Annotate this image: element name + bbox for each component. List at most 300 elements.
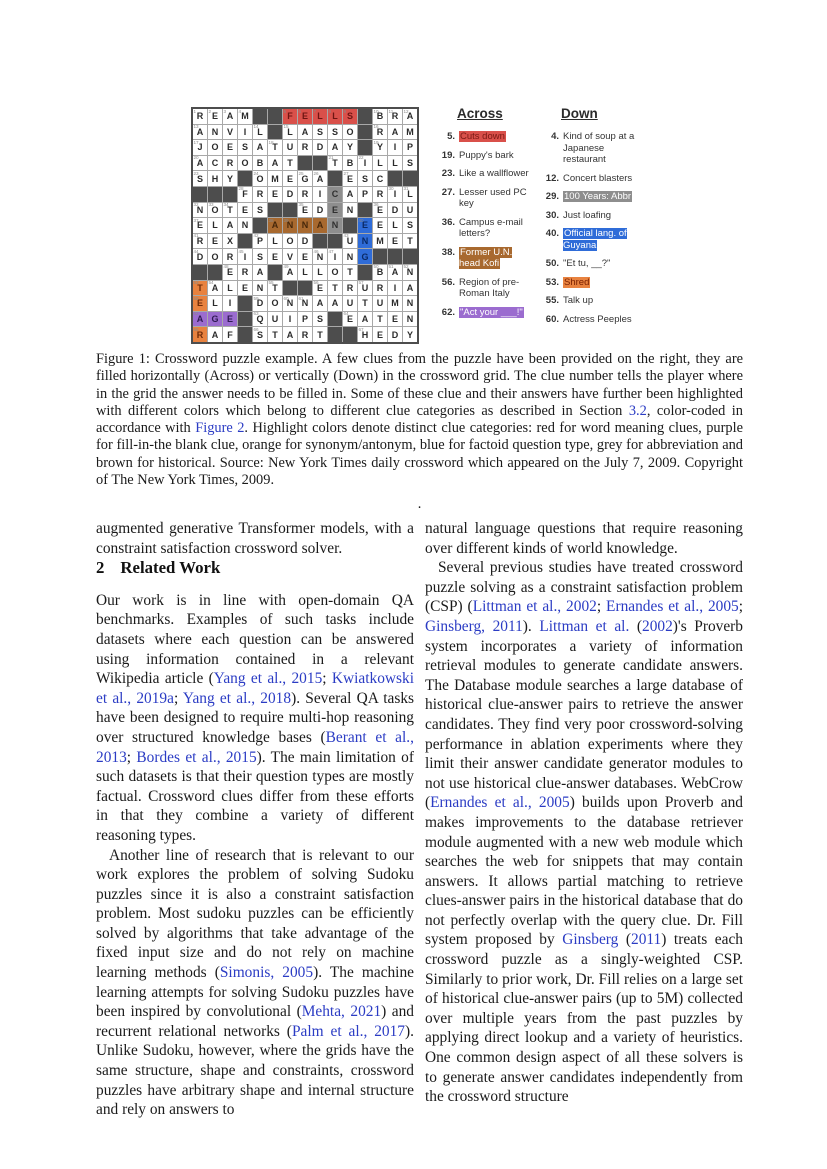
citation-link[interactable]: Palm et al., 2017 — [291, 1022, 406, 1040]
letter-cell: N — [328, 218, 342, 233]
cell-number: 24 — [253, 170, 259, 176]
cell-number: 61 — [298, 295, 304, 301]
cell-number: 42 — [253, 233, 259, 239]
letter-cell: 7 L — [313, 109, 327, 124]
letter-cell: A — [253, 140, 267, 155]
cell-number: 31 — [403, 186, 409, 192]
cell-number: 12 — [403, 108, 409, 114]
letter-cell: T — [403, 234, 417, 249]
cell-number: 55 — [268, 280, 274, 286]
black-cell — [373, 249, 387, 264]
cell-number: 45 — [238, 248, 244, 254]
citation-link[interactable]: Berant et al., 2013 — [96, 728, 414, 766]
citation-link[interactable]: Littman et al. — [539, 617, 630, 635]
letter-cell: E — [298, 249, 312, 264]
citation-link[interactable]: Ernandes et al., 2005 — [430, 794, 570, 812]
letter-cell: E — [238, 281, 252, 296]
letter-cell: O — [283, 234, 297, 249]
letter-cell: I — [238, 125, 252, 140]
black-cell — [358, 125, 372, 140]
citation-link[interactable]: Figure 2 — [195, 420, 245, 437]
text-run: ). Several QA tasks have been designed to require multi-hop reasoning over structured knowledge bases ( — [96, 689, 415, 746]
clue-text: Concert blasters — [563, 172, 633, 184]
cell-number: 60 — [283, 295, 289, 301]
letter-cell: 37 E — [193, 218, 207, 233]
letter-cell: M — [373, 234, 387, 249]
letter-cell: A — [328, 140, 342, 155]
letter-cell: R — [298, 140, 312, 155]
cell-number: 56 — [313, 280, 319, 286]
cell-number: 19 — [373, 139, 379, 145]
cell-number: 6 — [298, 108, 302, 114]
letter-cell: 64 E — [343, 312, 357, 327]
letter-cell: Y — [403, 327, 417, 342]
letter-cell: L — [388, 156, 402, 171]
letter-cell: X — [223, 234, 237, 249]
citation-link[interactable]: Yang et al., 2018 — [182, 689, 292, 707]
cell-number: 8 — [328, 108, 332, 114]
letter-cell: 53 T — [193, 281, 207, 296]
black-cell — [298, 281, 312, 296]
figure-caption — [96, 351, 743, 489]
clue-item — [437, 217, 533, 240]
letter-cell: 21 T — [328, 156, 342, 171]
letter-cell: A — [313, 218, 327, 233]
cell-number: 59 — [253, 295, 259, 301]
letter-cell: S — [253, 249, 267, 264]
letter-cell: T — [358, 296, 372, 311]
cell-number: 50 — [373, 264, 379, 270]
letter-cell: I — [388, 281, 402, 296]
black-cell — [208, 265, 222, 280]
letter-cell: N — [403, 296, 417, 311]
letter-cell: 30 I — [388, 187, 402, 202]
letter-cell: N — [238, 218, 252, 233]
letter-cell: S — [253, 203, 267, 218]
letter-cell: E — [283, 171, 297, 186]
letter-cell: A — [313, 296, 327, 311]
cell-number: 66 — [253, 326, 259, 332]
citation-link[interactable]: 2002 — [642, 617, 673, 635]
black-cell — [328, 327, 342, 342]
down-clue-list — [541, 131, 645, 325]
text-run: Figure 1: Crossword puzzle example. A few clues from the puzzle have been provided on the right, they are filled horizontally (Across) or vertically (Down) in the crossword grid. The clue number tells the player where in the grid the answer needs to be filled in. Some of these clue and their answers have further been highlighted with different colors which belong to different clue categories as described in Section — [96, 351, 743, 419]
letter-cell: 11 R — [388, 109, 402, 124]
letter-cell: L — [208, 296, 222, 311]
letter-cell: 3 A — [223, 109, 237, 124]
text-run: ) builds upon Proverb and makes improvements to the database retriever module augmented with a new web module which searches the web for snippets that may contain answers. It allows partial matching to retrieve clues-answer pairs in the historical database that do not perfectly overlap with the query clue. Dr. Fill system proposed by — [425, 794, 743, 949]
letter-cell: 18 T — [268, 140, 282, 155]
cell-number: 28 — [238, 186, 244, 192]
clue-text: Region of pre-Roman Italy — [459, 276, 520, 299]
letter-cell: 10 B — [373, 109, 387, 124]
black-cell — [358, 140, 372, 155]
cell-number: 62 — [193, 311, 199, 317]
clue-text — [563, 228, 645, 251]
black-cell — [358, 109, 372, 124]
citation-link[interactable]: Ginsberg, 2011 — [425, 617, 523, 635]
letter-cell: R — [253, 187, 267, 202]
letter-cell: 60 N — [283, 296, 297, 311]
letter-cell: 51 A — [388, 265, 402, 280]
black-cell — [238, 327, 252, 342]
letter-cell: 62 A — [193, 312, 207, 327]
letter-cell: E — [238, 203, 252, 218]
left-column — [96, 519, 414, 1120]
across-heading: Across — [457, 106, 503, 121]
cell-number: 20 — [193, 155, 199, 161]
text-run: )'s Proverb system incorporates a variety of information retrieval modules to generate candidate answers. The Database module searches a large database of historical clue-answer pairs to retrieve the answer candidates. They find very poor crossword-solving performance in ablation experiments where they limit their answer candidate generator modules to not use historical clue-answer databases. WebCrow ( — [425, 617, 743, 812]
section-title: Related Work — [120, 558, 221, 578]
section-heading — [96, 558, 414, 578]
letter-cell: A — [388, 125, 402, 140]
citation-link[interactable]: Littman et al., 2002 — [472, 598, 597, 616]
highlighted-clue: Former U.N. head Kofi — [459, 246, 513, 269]
clue-text: Kind of soup at a Japanese restaurant — [563, 131, 635, 165]
clue-number: 19. — [441, 149, 455, 161]
letter-cell: S — [403, 218, 417, 233]
clue-number: 60. — [545, 313, 559, 325]
black-cell — [358, 203, 372, 218]
cell-number: 58 — [193, 295, 199, 301]
letter-cell: 54 A — [208, 281, 222, 296]
letter-cell: 12 A — [403, 109, 417, 124]
highlighted-clue: "Act your ___!" — [460, 306, 523, 318]
clue-text: Just loafing — [563, 209, 612, 221]
text-run: ( — [629, 617, 643, 635]
clue-item — [541, 277, 645, 289]
letter-cell: A — [268, 156, 282, 171]
letter-cell: V — [223, 125, 237, 140]
black-cell — [403, 171, 417, 186]
letter-cell: D — [283, 187, 297, 202]
letter-cell: S — [313, 125, 327, 140]
cell-number: 1 — [193, 108, 197, 114]
stray-period: . — [417, 496, 422, 512]
clue-item — [541, 258, 645, 270]
clue-item — [437, 307, 533, 319]
letter-cell: N — [253, 281, 267, 296]
paragraph — [425, 519, 743, 558]
letter-cell: A — [343, 187, 357, 202]
clue-item — [541, 131, 645, 166]
letter-cell: T — [268, 327, 282, 342]
black-cell — [253, 109, 267, 124]
clue-item — [541, 191, 645, 203]
black-cell — [238, 171, 252, 186]
letter-cell: 57 U — [358, 281, 372, 296]
text-run: ; — [322, 670, 332, 688]
cell-number: 17 — [193, 139, 199, 145]
clue-text: Puppy's bark — [459, 149, 514, 161]
cell-number: 29 — [328, 186, 334, 192]
cell-number: 43 — [343, 233, 349, 239]
letter-cell: 19 Y — [373, 140, 387, 155]
clue-number: 53. — [545, 276, 559, 288]
letter-cell: 4 M — [238, 109, 252, 124]
letter-cell: E — [268, 187, 282, 202]
letter-cell: T — [373, 312, 387, 327]
highlighted-clue: 100 Years: Abbr — [564, 191, 632, 202]
black-cell — [268, 203, 282, 218]
clue-item — [541, 228, 645, 251]
black-cell — [283, 281, 297, 296]
cell-number: 52 — [403, 264, 409, 270]
cell-number: 10 — [373, 108, 379, 114]
clue-text: Actress Peeples — [563, 313, 632, 325]
letter-cell: 59 D — [253, 296, 267, 311]
citation-link[interactable]: Ernandes et al., 2005 — [606, 598, 739, 616]
letter-cell: P — [403, 140, 417, 155]
letter-cell: 8 L — [328, 109, 342, 124]
cell-number: 36 — [373, 202, 379, 208]
clue-number: 62. — [441, 306, 455, 318]
black-cell — [388, 249, 402, 264]
cell-number: 23 — [193, 170, 199, 176]
cell-number: 11 — [388, 108, 394, 114]
letter-cell: H — [208, 171, 222, 186]
letter-cell: 13 A — [193, 125, 207, 140]
cell-number: 15 — [283, 124, 289, 130]
citation-link[interactable]: Bordes et al., 2015 — [136, 748, 257, 766]
cell-number: 63 — [253, 311, 259, 317]
letter-cell: D — [313, 203, 327, 218]
cell-number: 30 — [388, 186, 394, 192]
letter-cell: Y — [223, 171, 237, 186]
letter-cell: R — [223, 249, 237, 264]
letter-cell: 43 U — [343, 234, 357, 249]
letter-cell: D — [313, 140, 327, 155]
across-clue-list — [437, 131, 533, 318]
letter-cell: U — [283, 140, 297, 155]
clue-text — [459, 307, 524, 319]
letter-cell: 17 J — [193, 140, 207, 155]
cell-number: 33 — [208, 202, 214, 208]
letter-cell: A — [403, 281, 417, 296]
cell-number: 53 — [193, 280, 199, 286]
text-run: natural language questions that require reasoning over different kinds of world knowledge. — [425, 520, 743, 557]
letter-cell: 34 T — [223, 203, 237, 218]
clue-number: 38. — [441, 246, 455, 258]
clue-item — [437, 131, 533, 143]
citation-link[interactable]: Simonis, 2005 — [219, 964, 314, 982]
black-cell — [208, 187, 222, 202]
black-cell — [268, 125, 282, 140]
text-run: ). — [522, 617, 540, 635]
letter-cell: 26 A — [313, 171, 327, 186]
letter-cell: 52 N — [403, 265, 417, 280]
letter-cell: B — [253, 156, 267, 171]
cell-number: 26 — [313, 170, 319, 176]
letter-cell: 23 S — [193, 171, 207, 186]
letter-cell: 46 N — [313, 249, 327, 264]
clue-item — [437, 277, 533, 300]
letter-cell: 25 G — [298, 171, 312, 186]
clue-number: 12. — [545, 172, 559, 184]
text-run: ). The machine learning attempts for solving Sudoku puzzles have been inspired by convolutional ( — [96, 964, 414, 1021]
citation-link[interactable]: Ginsberg — [562, 931, 619, 949]
clue-number: 56. — [441, 276, 455, 288]
letter-cell: T — [283, 156, 297, 171]
letter-cell: 36 E — [373, 203, 387, 218]
cell-number: 4 — [238, 108, 242, 114]
clue-number: 4. — [551, 131, 559, 142]
black-cell — [328, 312, 342, 327]
clue-number: 55. — [545, 295, 559, 306]
letter-cell: S — [238, 140, 252, 155]
clue-number: 50. — [545, 258, 559, 269]
letter-cell: 2 E — [208, 109, 222, 124]
black-cell — [238, 296, 252, 311]
letter-cell: 61 N — [298, 296, 312, 311]
letter-cell: V — [283, 249, 297, 264]
clue-panel — [437, 106, 645, 332]
letter-cell: A — [223, 218, 237, 233]
letter-cell: L — [223, 281, 237, 296]
clue-item — [541, 295, 645, 307]
citation-link[interactable]: 2011 — [631, 931, 662, 949]
citation-link[interactable]: Yang et al., 2015 — [213, 670, 323, 688]
letter-cell: U — [373, 296, 387, 311]
letter-cell: E — [388, 234, 402, 249]
letter-cell: 15 L — [283, 125, 297, 140]
clue-number: 5. — [447, 131, 455, 142]
letter-cell: 66 S — [253, 327, 267, 342]
letter-cell: R — [373, 187, 387, 202]
letter-cell: D — [388, 203, 402, 218]
letter-cell: U — [403, 203, 417, 218]
text-run: ( — [618, 931, 632, 949]
letter-cell: A — [358, 312, 372, 327]
text-run: ; — [173, 689, 183, 707]
crossword-grid — [191, 107, 419, 344]
letter-cell: O — [328, 265, 342, 280]
cell-number: 49 — [283, 264, 289, 270]
letter-cell: 14 L — [253, 125, 267, 140]
black-cell — [328, 171, 342, 186]
letter-cell: O — [238, 156, 252, 171]
citation-link[interactable]: Kwiatkowski et al., 2019a — [96, 670, 414, 707]
clue-text — [459, 131, 506, 143]
cell-number: 57 — [358, 280, 364, 286]
highlighted-clue: Cuts down — [460, 131, 505, 142]
letter-cell: 27 E — [343, 171, 357, 186]
clue-item — [541, 314, 645, 326]
letter-cell: 55 T — [268, 281, 282, 296]
black-cell — [328, 234, 342, 249]
clue-text — [563, 277, 590, 289]
letter-cell: 28 F — [238, 187, 252, 202]
cell-number: 16 — [373, 124, 379, 130]
black-cell — [223, 187, 237, 202]
letter-cell: 6 E — [298, 109, 312, 124]
letter-cell: 58 E — [193, 296, 207, 311]
text-run: Several previous studies have treated crossword puzzle solving as a constraint satisfaction problem (CSP) ( — [425, 559, 743, 616]
citation-link[interactable]: Mehta, 2021 — [301, 1003, 382, 1021]
black-cell — [403, 249, 417, 264]
letter-cell: S — [328, 125, 342, 140]
letter-cell: L — [313, 265, 327, 280]
paragraph — [96, 591, 414, 846]
letter-cell: E — [373, 327, 387, 342]
clue-text: Talk up — [563, 295, 594, 306]
section-number: 2 — [96, 558, 105, 578]
letter-cell: 29 C — [328, 187, 342, 202]
cell-number: 38 — [268, 217, 274, 223]
letter-cell: 22 I — [358, 156, 372, 171]
letter-cell: U — [343, 296, 357, 311]
cell-number: 25 — [298, 170, 304, 176]
letter-cell: O — [208, 249, 222, 264]
letter-cell: 67 H — [358, 327, 372, 342]
clue-number: 40. — [545, 228, 559, 239]
clue-text: Campus e-mail letters? — [459, 216, 523, 239]
letter-cell: T — [328, 281, 342, 296]
black-cell — [268, 265, 282, 280]
text-run: ). Unlike Sudoku, however, where the grids have the same structure, shape and constraints, crossword puzzles have arbitrary shape and internal structure and rely on answers to — [96, 1022, 414, 1119]
letter-cell: F — [223, 327, 237, 342]
letter-cell: M — [403, 125, 417, 140]
letter-cell: A — [253, 265, 267, 280]
letter-cell: S — [358, 171, 372, 186]
letter-cell: R — [223, 156, 237, 171]
cell-number: 54 — [208, 280, 214, 286]
highlighted-clue: Shred — [564, 276, 590, 288]
letter-cell: M — [268, 171, 282, 186]
letter-cell: 16 R — [373, 125, 387, 140]
cell-number: 67 — [358, 326, 364, 332]
letter-cell: 39 N — [283, 218, 297, 233]
letter-cell: 56 E — [313, 281, 327, 296]
letter-cell: 45 I — [238, 249, 252, 264]
text-run: ). The main limitation of such datasets is that their question types are mostly factual. Crossword clues differ from these efforts in that they combine a variety of different reasoning types. — [96, 748, 415, 844]
letter-cell: R — [298, 187, 312, 202]
letter-cell: N — [208, 125, 222, 140]
letter-cell: E — [223, 140, 237, 155]
letter-cell: T — [343, 265, 357, 280]
letter-cell: 5 F — [283, 109, 297, 124]
letter-cell: N — [343, 249, 357, 264]
citation-link[interactable]: 3.2 — [628, 402, 647, 419]
clue-number: 27. — [441, 186, 455, 198]
clue-item — [541, 210, 645, 222]
letter-cell: 49 A — [283, 265, 297, 280]
letter-cell: 48 E — [223, 265, 237, 280]
letter-cell: 38 A — [268, 218, 282, 233]
letter-cell: C — [208, 156, 222, 171]
letter-cell: 24 O — [253, 171, 267, 186]
clue-item — [437, 187, 533, 210]
cell-number: 14 — [253, 124, 259, 130]
clue-number: 23. — [441, 168, 455, 179]
black-cell — [238, 312, 252, 327]
clue-item — [437, 150, 533, 162]
letter-cell: R — [373, 281, 387, 296]
clue-item — [437, 247, 533, 270]
cell-number: 3 — [223, 108, 227, 114]
letter-cell: G — [208, 312, 222, 327]
cell-number: 41 — [193, 233, 199, 239]
letter-cell: L — [208, 218, 222, 233]
letter-cell: 35 E — [298, 203, 312, 218]
clue-text: "Et tu, __?" — [563, 258, 611, 269]
letter-cell: R — [343, 281, 357, 296]
text-run: ; — [126, 748, 137, 766]
clue-number: 29. — [545, 191, 559, 202]
cell-number: 18 — [268, 139, 274, 145]
black-cell — [238, 234, 252, 249]
cell-number: 39 — [283, 217, 289, 223]
